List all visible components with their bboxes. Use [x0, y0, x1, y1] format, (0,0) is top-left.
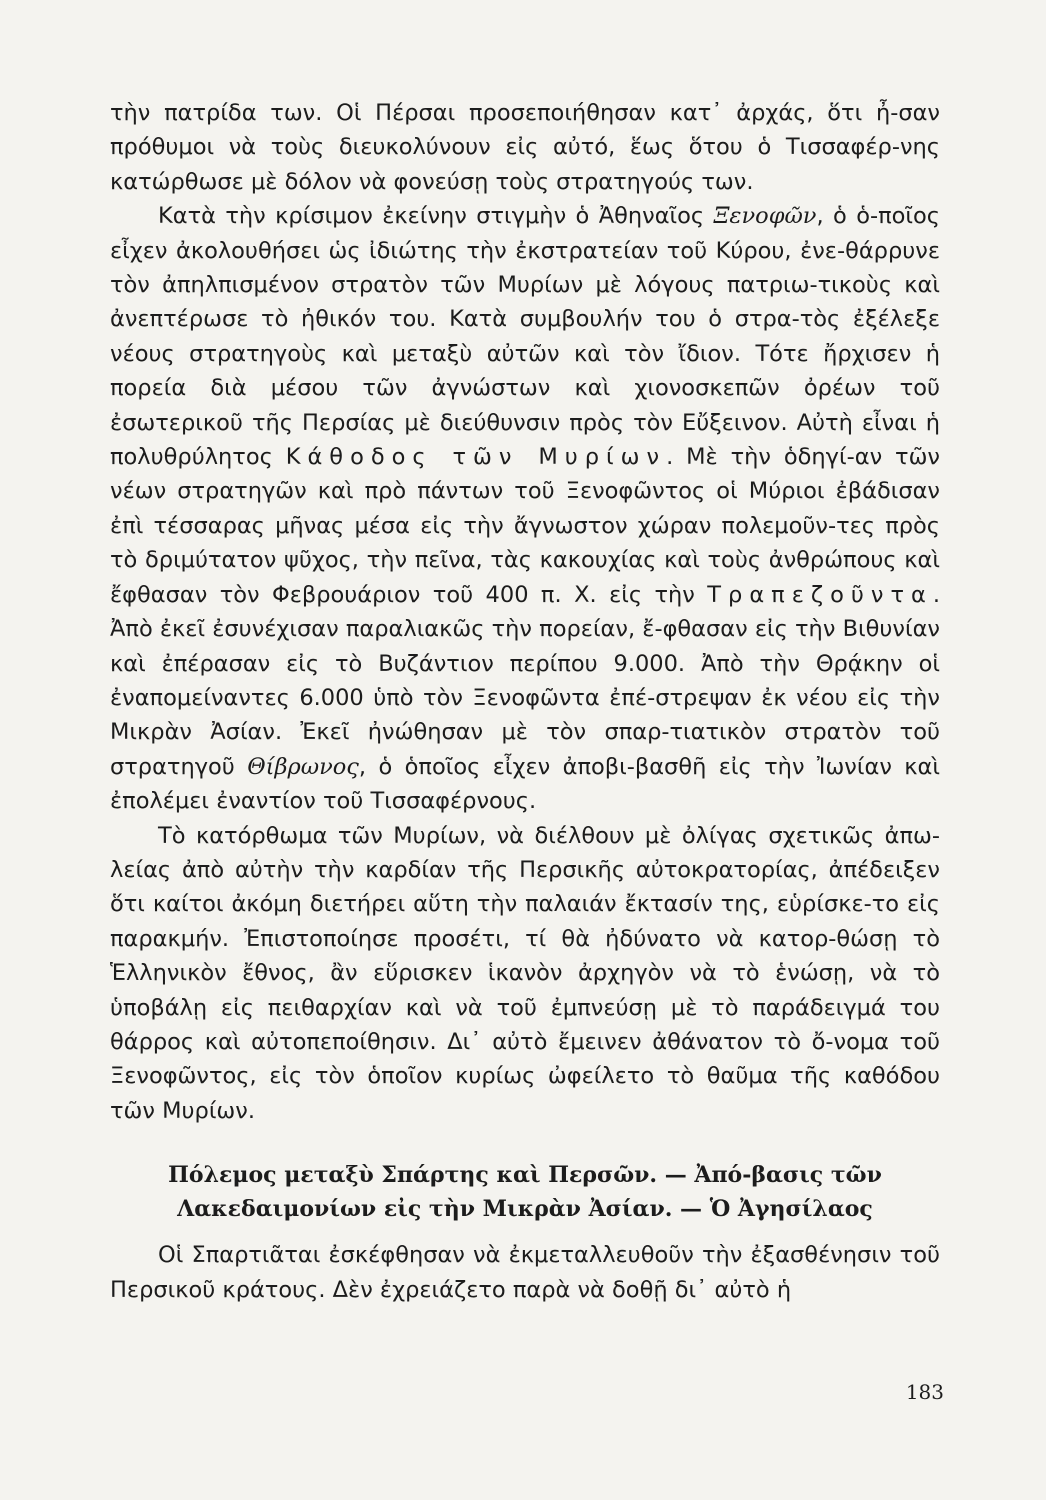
paragraph-2-part-e: , ὁ ὁποῖος εἶχεν ἀποβι-βασθῆ εἰς τὴν Ἰωνίαν καὶ ἐπολέμει ἐναντίον τοῦ Τισσαφέρνους. — [110, 753, 940, 815]
term-kathodos: Κάθοδος τῶν Μυρίων — [285, 444, 667, 471]
name-thibron: Θίβρωνος — [247, 753, 359, 780]
paragraph-1: τὴν πατρίδα των. Οἱ Πέρσαι προσεποιήθησαν κατ᾽ ἀρχάς, ὅτι ἦ-σαν πρόθυμοι νὰ τοὺς διευκολύνουν εἰς αὐτό, ἕως ὅτου ὁ Τισσαφέρ-νης κατώρθωσε μὲ δόλον νὰ φονεύσῃ τοὺς στρατηγούς των. — [110, 100, 940, 195]
paragraph-3: Τὸ κατόρθωμα τῶν Μυρίων, νὰ διέλθουν μὲ ὀλίγας σχετικῶς ἀπω-λείας ἀπὸ αὐτὴν τὴν καρδίαν τῆς Περσικῆς αὐτοκρατορίας, ἀπέδειξεν ὅτι καίτοι ἀκόμη διετήρει αὕτη τὴν παλαιάν ἔκτασίν της, εὑρίσκε-το εἰς παρακμήν. Ἐπιστοποίησε προσέτι, τί θὰ ἠδύνατο νὰ κατορ-θώσῃ τὸ Ἑλληνικὸν ἔθνος, ἂν εὕρισκεν ἱκανὸν ἀρχηγὸν νὰ τὸ ἑνώσῃ, νὰ τὸ ὑποβάλῃ εἰς πειθαρχίαν καὶ νὰ τοῦ ἐμπνεύσῃ μὲ τὸ παράδειγμά του θάρρος καὶ αὐτοπεποίθησιν. Δι᾽ αὐτὸ ἔμεινεν ἀθάνατον τὸ ὄ-νομα τοῦ Ξενοφῶντος, εἰς τὸν ὁποῖον κυρίως ὠφείλετο τὸ θαῦμα τῆς καθόδου τῶν Μυρίων. — [110, 822, 940, 1124]
place-trapezounta: Τραπεζοῦντα — [707, 581, 933, 608]
paragraph-2-part-a: Κατὰ τὴν κρίσιμον ἐκείνην στιγμὴν ὁ Ἀθηναῖος — [158, 203, 705, 230]
body-text — [110, 96, 940, 1307]
paragraph-2-part-d: . Ἀπὸ ἐκεῖ ἐσυνέχισαν παραλιακῶς τὴν πορείαν, ἔ-φθασαν εἰς τὴν Βιθυνίαν καὶ ἐπέρασαν εἰς τὸ Βυζάντιον περίπου 9.000. Ἀπὸ τὴν Θρᾴκην οἱ ἐναπομείναντες 6.000 ὑπὸ τὸν Ξενοφῶντα ἐπέ-στρεψαν ἐκ νέου εἰς τὴν Μικρὰν Ἀσίαν. Ἐκεῖ ἠνώθησαν μὲ τὸν σπαρ-τιατικὸν στρατὸν τοῦ στρατηγοῦ — [110, 581, 940, 780]
paragraph-2-part-c: . Μὲ τὴν ὁδηγί-αν τῶν νέων στρατηγῶν καὶ πρὸ πάντων τοῦ Ξενοφῶντος οἱ Μύριοι ἐβάδισαν ἐπὶ τέσσαρας μῆνας μέσα εἰς τὴν ἄγνωστον χώραν πολεμοῦν-τες πρὸς τὸ δριμύτατον ψῦχος, τὴν πεῖνα, τὰς κακουχίας καὶ τοὺς ἀνθρώπους καὶ ἔφθασαν τὸν Φεβρουάριον τοῦ 400 π. Χ. εἰς τὴν — [110, 444, 940, 608]
paragraph-4: Οἱ Σπαρτιᾶται ἐσκέφθησαν νὰ ἐκμεταλλευθοῦν τὴν ἐξασθένησιν τοῦ Περσικοῦ κράτους. Δὲν ἐχρειάζετο παρὰ νὰ δοθῇ δι᾽ αὐτὸ ἡ — [110, 1242, 940, 1303]
paragraph-2 — [110, 199, 940, 818]
section-heading: Πόλεμος μεταξὺ Σπάρτης καὶ Περσῶν. — Ἀπό-βασις τῶν Λακεδαιμονίων εἰς τὴν Μικρὰν Ἀσίαν. — Ὁ Ἀγησίλαος — [168, 1162, 882, 1223]
page-number: 183 — [905, 1380, 944, 1404]
paragraph-2-part-b: , ὁ ὁ-ποῖος εἶχεν ἀκολουθήσει ὡς ἰδιώτης τὴν ἐκστρατείαν τοῦ Κύρου, ἐνε-θάρρυνε τὸν ἀπηλπισμένον στρατὸν τῶν Μυρίων μὲ λόγους πατριω-τικοὺς καὶ ἀνεπτέρωσε τὸ ἠθικόν του. Κατὰ συμβουλήν του ὁ στρα-τὸς ἐξέλεξε νέους στρατηγοὺς καὶ μεταξὺ αὐτῶν καὶ τὸν ἴδιον. Τότε ἤρχισεν ἡ πορεία διὰ μέσου τῶν ἀγνώστων καὶ χιονοσκεπῶν ὀρέων τοῦ ἐσωτερικοῦ τῆς Περσίας μὲ διεύθυνσιν πρὸς τὸν Εὔξεινον. Αὐτὴ εἶναι ἡ πολυθρύλητος — [110, 203, 941, 471]
name-xenophon: Ξενοφῶν — [713, 203, 817, 230]
